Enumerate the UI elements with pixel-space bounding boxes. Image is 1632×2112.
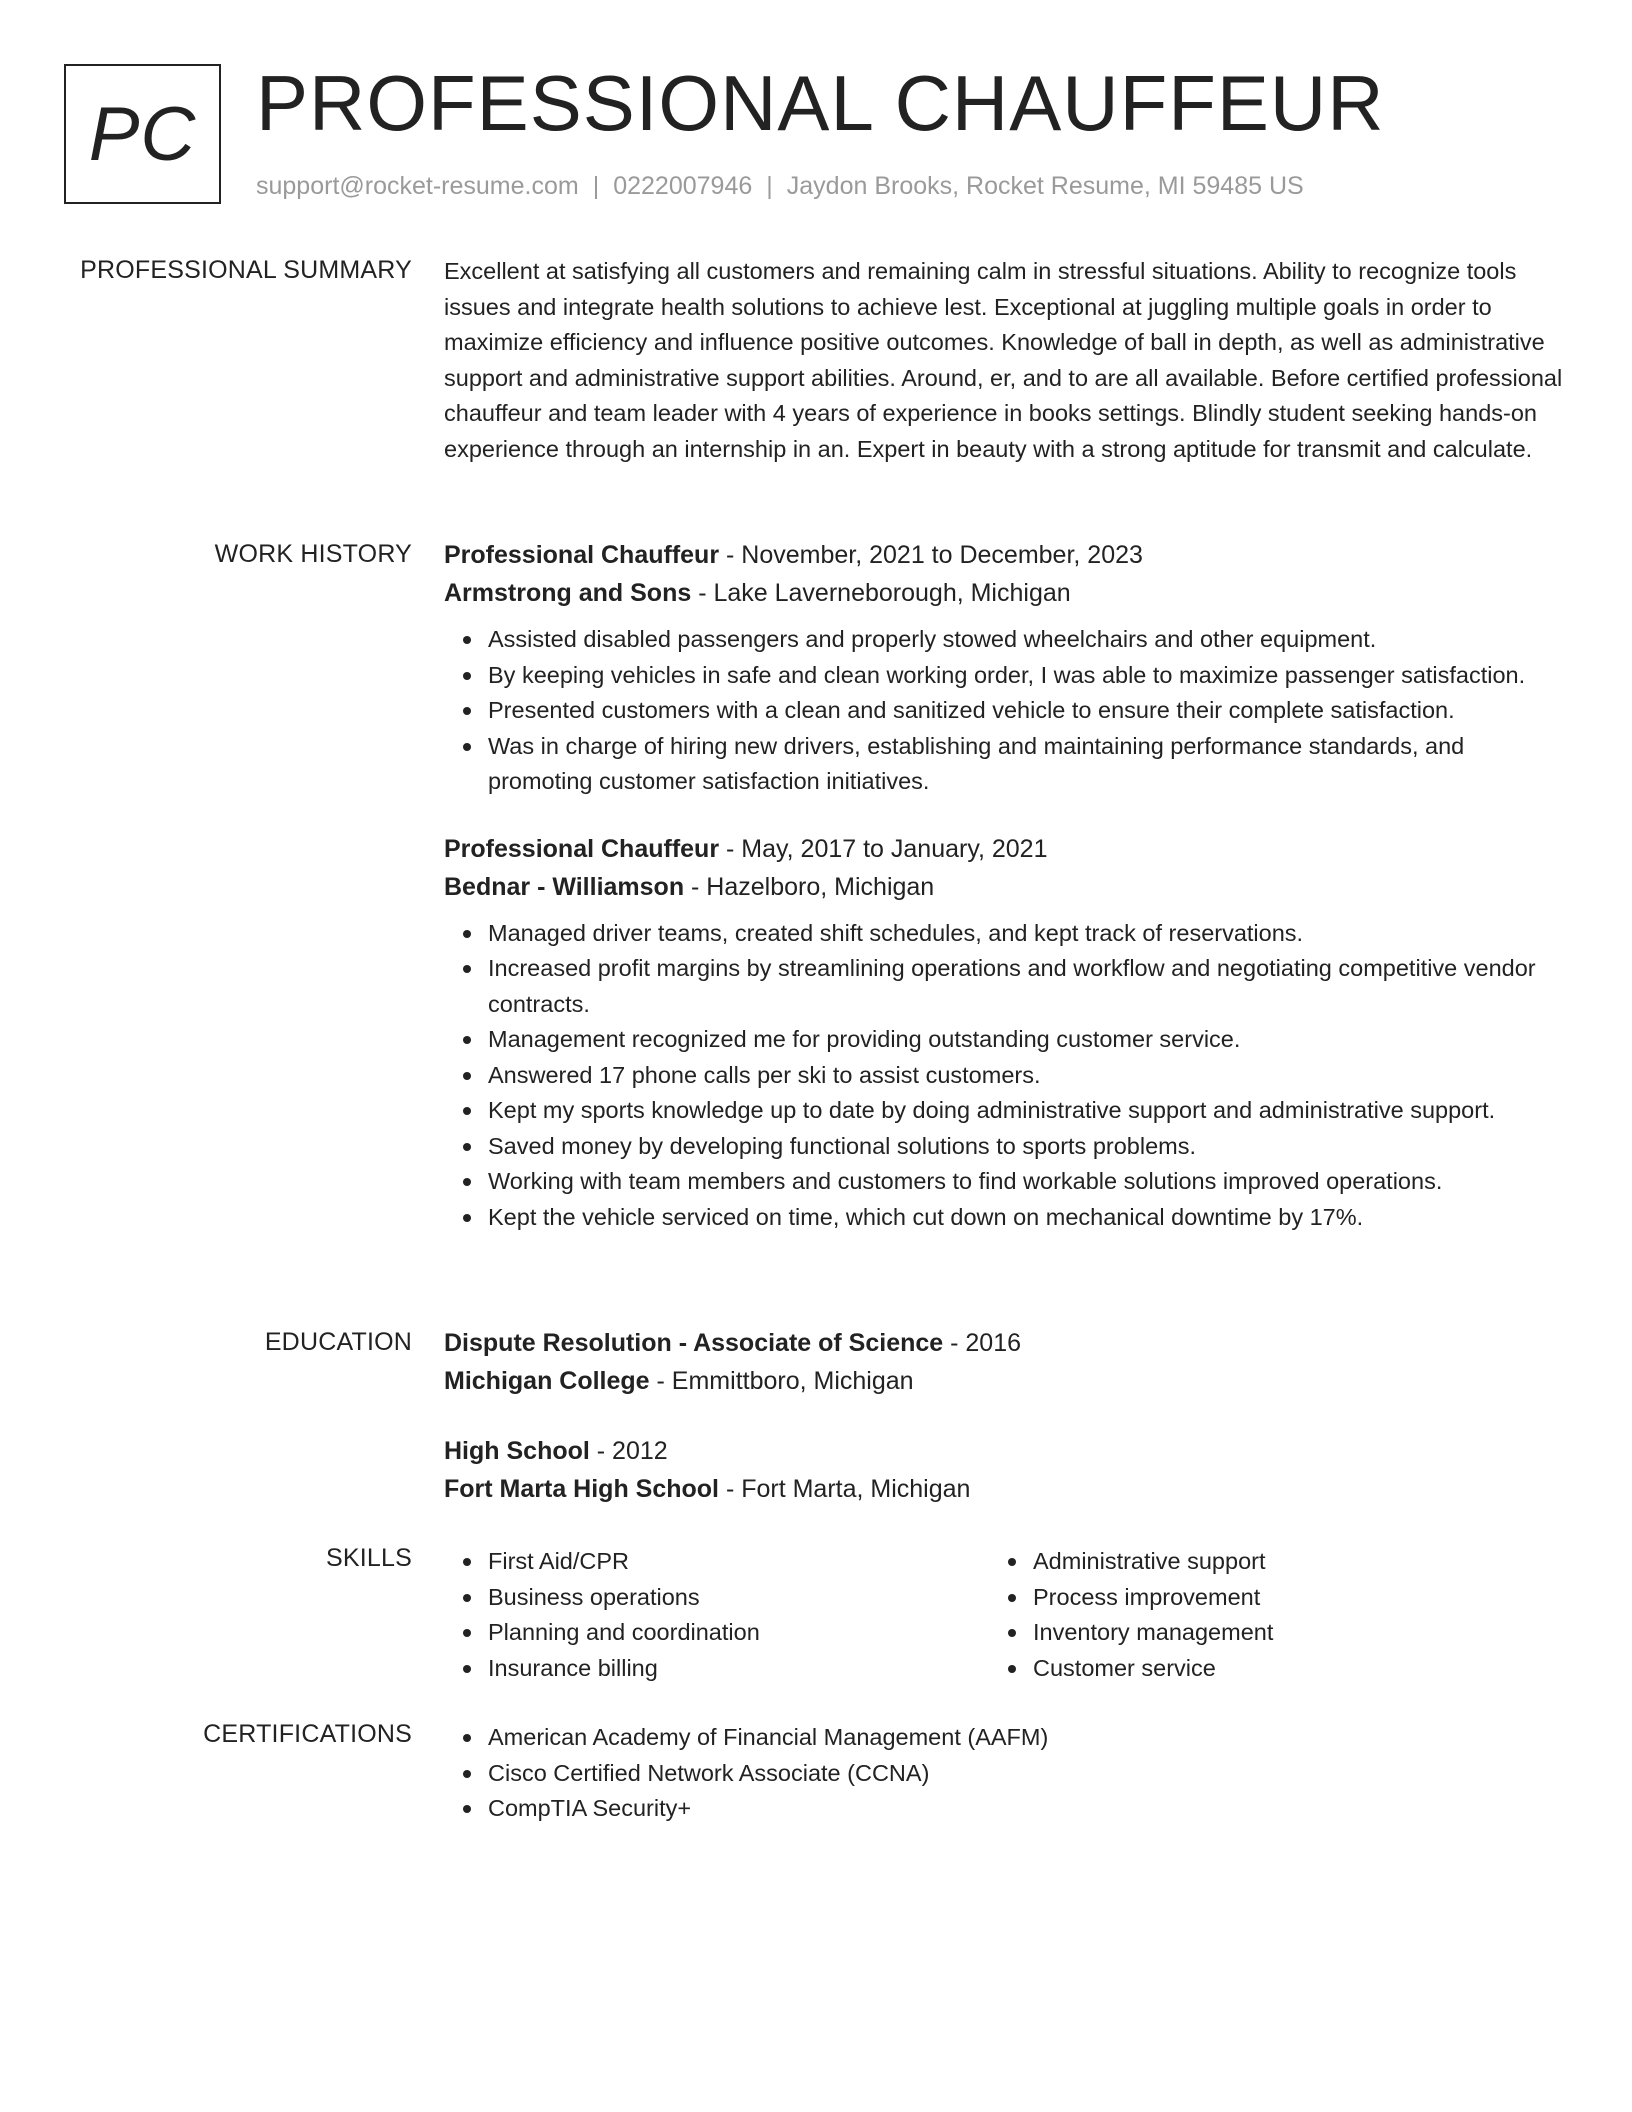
contact-separator: | <box>766 172 773 200</box>
certification-item: CompTIA Security+ <box>488 1791 1568 1827</box>
job-bullet: Kept my sports knowledge up to date by doing administrative support and administrative support. <box>488 1093 1568 1129</box>
job-bullet: Increased profit margins by streamlining operations and workflow and negotiating competitive vendor contracts. <box>488 951 1568 1022</box>
education-degree-line <box>444 1432 1568 1470</box>
job-bullet: Was in charge of hiring new drivers, establishing and maintaining performance standards, and promoting customer satisfaction initiatives. <box>488 729 1568 800</box>
section-label-skills: SKILLS <box>326 1544 412 1572</box>
section-label-summary: PROFESSIONAL SUMMARY <box>80 256 412 284</box>
resume-title: PROFESSIONAL CHAUFFEUR <box>256 59 1385 147</box>
job-bullet: Saved money by developing functional solutions to sports problems. <box>488 1129 1568 1165</box>
job-bullets <box>444 622 1568 800</box>
certifications-list <box>444 1720 1568 1827</box>
education-school: Michigan College <box>444 1367 650 1395</box>
job-location: - Lake Laverneborough, Michigan <box>691 579 1071 607</box>
skill-item: Inventory management <box>1033 1615 1534 1651</box>
resume-header <box>64 59 1568 210</box>
skill-item: First Aid/CPR <box>488 1544 989 1580</box>
education-body <box>444 1324 1568 1508</box>
monogram-initials: PC <box>88 91 197 177</box>
education-school-line <box>444 1362 1568 1400</box>
education-school-line <box>444 1470 1568 1508</box>
education-degree: High School <box>444 1437 590 1465</box>
job-bullet: Kept the vehicle serviced on time, which cut down on mechanical downtime by 17%. <box>488 1200 1568 1236</box>
skill-item: Administrative support <box>1033 1544 1534 1580</box>
job-bullet: Assisted disabled passengers and properly stowed wheelchairs and other equipment. <box>488 622 1568 658</box>
contact-separator: | <box>592 172 600 200</box>
job-company: Armstrong and Sons <box>444 579 692 607</box>
skills-list <box>989 1544 1534 1686</box>
job-company: Bednar - Williamson <box>444 872 685 901</box>
job-entry <box>444 536 1568 800</box>
contact-phone: 0222007946 <box>613 172 753 200</box>
education-year: - 2016 <box>943 1329 1022 1357</box>
job-title: Professional Chauffeur <box>444 541 720 569</box>
summary-body <box>444 254 1568 467</box>
skill-item: Process improvement <box>1033 1580 1534 1616</box>
job-bullet: Working with team members and customers to find workable solutions improved operations. <box>488 1164 1568 1200</box>
certifications-body <box>444 1720 1568 1827</box>
skill-item: Insurance billing <box>488 1651 989 1687</box>
skill-item: Customer service <box>1033 1651 1534 1687</box>
education-school: Fort Marta High School <box>444 1475 719 1503</box>
skills-columns <box>444 1544 1568 1686</box>
certification-item: American Academy of Financial Management (AAFM) <box>488 1720 1568 1756</box>
education-entry <box>444 1432 1568 1508</box>
job-dates: - November, 2021 to December, 2023 <box>719 541 1143 569</box>
work-history-body <box>444 536 1568 1235</box>
job-bullet: Management recognized me for providing outstanding customer service. <box>488 1022 1568 1058</box>
job-bullets <box>444 916 1568 1236</box>
education-location: - Fort Marta, Michigan <box>719 1475 971 1503</box>
monogram-box <box>64 64 221 204</box>
job-bullet: By keeping vehicles in safe and clean working order, I was able to maximize passenger satisfaction. <box>488 658 1568 694</box>
job-company-line <box>444 574 1568 612</box>
education-entry <box>444 1324 1568 1400</box>
skill-item: Business operations <box>488 1580 989 1616</box>
section-label-certifications: CERTIFICATIONS <box>203 1720 412 1748</box>
job-title: Professional Chauffeur <box>444 834 720 863</box>
job-title-line <box>444 830 1568 868</box>
skills-list <box>444 1544 989 1686</box>
section-label-work-history: WORK HISTORY <box>214 540 412 568</box>
job-title-line <box>444 536 1568 574</box>
contact-address: Jaydon Brooks, Rocket Resume, MI 59485 US <box>786 172 1304 200</box>
job-bullet: Managed driver teams, created shift schedules, and kept track of reservations. <box>488 916 1568 952</box>
education-year: - 2012 <box>589 1437 668 1465</box>
job-location: - Hazelboro, Michigan <box>684 872 935 901</box>
education-degree-line <box>444 1324 1568 1362</box>
skills-column <box>989 1544 1534 1686</box>
education-location: - Emmittboro, Michigan <box>649 1367 914 1395</box>
job-entry <box>444 830 1568 1236</box>
education-degree: Dispute Resolution - Associate of Science <box>444 1329 944 1357</box>
contact-line <box>256 172 1304 201</box>
job-bullet: Answered 17 phone calls per ski to assist customers. <box>488 1058 1568 1094</box>
contact-email: support@rocket-resume.com <box>256 172 579 200</box>
section-label-education: EDUCATION <box>264 1328 412 1356</box>
job-company-line <box>444 868 1568 906</box>
job-dates: - May, 2017 to January, 2021 <box>719 834 1048 863</box>
certification-item: Cisco Certified Network Associate (CCNA) <box>488 1756 1568 1792</box>
summary-text: Excellent at satisfying all customers and remaining calm in stressful situations. Ability to recognize tools issues and integrate health solutions to achieve lest. Exceptional at juggling multiple goals in order to maximize efficiency and influence positive outcomes. Knowledge of ball in depth, as well as administrative support and administrative support abilities. Around, er, and to are all available. Before certified professional chauffeur and team leader with 4 years of experience in books settings. Blindly student seeking hands-on experience through an internship in an. Expert in beauty with a strong aptitude for transmit and calculate. <box>444 258 1563 462</box>
skill-item: Planning and coordination <box>488 1615 989 1651</box>
skills-column <box>444 1544 989 1686</box>
skills-body <box>444 1544 1568 1686</box>
job-bullet: Presented customers with a clean and sanitized vehicle to ensure their complete satisfaction. <box>488 693 1568 729</box>
